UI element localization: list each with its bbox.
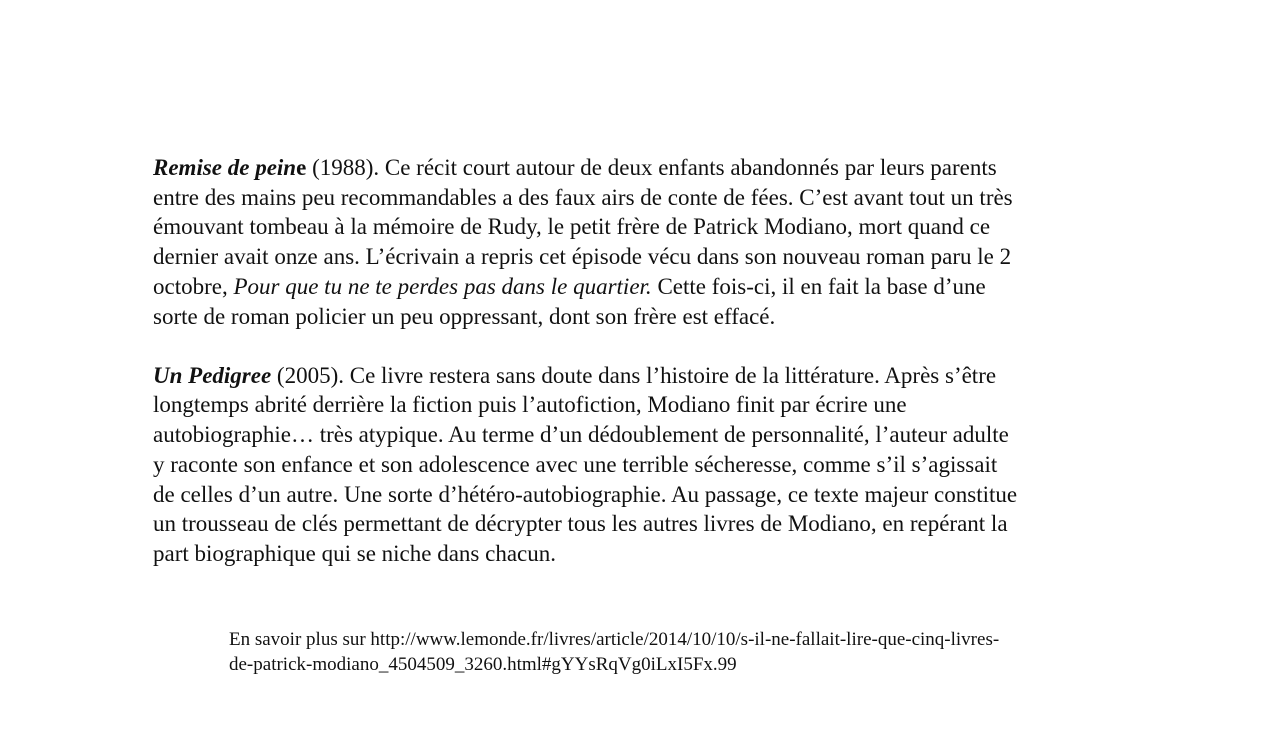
- text-line: un trousseau de clés permettant de décrypter tous les autres livres de Modiano, en repérant la: [153, 511, 1008, 537]
- paragraph-un-pedigree: [153, 361, 1133, 569]
- article-body: [153, 153, 1133, 569]
- book-title-remise-de-peine: Remise de pein: [153, 155, 297, 180]
- text-line: y raconte son enfance et son adolescence avec une terrible sécheresse, comme s’il s’agissait: [153, 451, 998, 477]
- source-line[interactable]: de-patrick-modiano_4504509_3260.html#gYYsRqVg0iLxI5Fx.99: [229, 654, 737, 675]
- source-link-note[interactable]: [229, 627, 1129, 677]
- text-line: Remise de peine (1988). Ce récit court autour de deux enfants abandonnés par leurs parents: [153, 155, 997, 180]
- text-line: entre des mains peu recommandables a des faux airs de conte de fées. C’est avant tout un très: [153, 184, 1013, 210]
- paragraph-remise-de-peine: [153, 153, 1133, 331]
- text-line: sorte de roman policier un peu oppressant, dont son frère est effacé.: [153, 303, 776, 329]
- text-line: Un Pedigree (2005). Ce livre restera sans doute dans l’histoire de la littérature. Après s’être: [153, 362, 997, 388]
- text-line: longtemps abrité derrière la fiction puis l’autofiction, Modiano finit par écrire une: [153, 392, 907, 418]
- text-line: autobiographie… très atypique. Au terme d’un dédoublement de personnalité, l’auteur adulte: [153, 422, 1009, 448]
- source-line[interactable]: En savoir plus sur http://www.lemonde.fr/livres/article/2014/10/10/s-il-ne-fallait-lire-que-cinq-livres-: [229, 629, 1000, 650]
- text-line: émouvant tombeau à la mémoire de Rudy, le petit frère de Patrick Modiano, mort quand ce: [153, 214, 991, 240]
- book-title-un-pedigree: Un Pedigree: [153, 362, 272, 388]
- text-line: de celles d’un autre. Une sorte d’hétéro-autobiographie. Au passage, ce texte majeur constitue: [153, 481, 1018, 507]
- text-line: dernier avait onze ans. L’écrivain a repris cet épisode vécu dans son nouveau roman paru le 2: [153, 244, 1012, 270]
- text-line: part biographique qui se niche dans chacun.: [153, 540, 557, 566]
- text-line: octobre, Pour que tu ne te perdes pas dans le quartier. Cette fois-ci, il en fait la base d’une: [153, 273, 986, 299]
- book-title-remise-de-peine-end: e: [296, 155, 307, 180]
- book-title-pour-que-tu: Pour que tu ne te perdes pas dans le quartier.: [233, 273, 652, 299]
